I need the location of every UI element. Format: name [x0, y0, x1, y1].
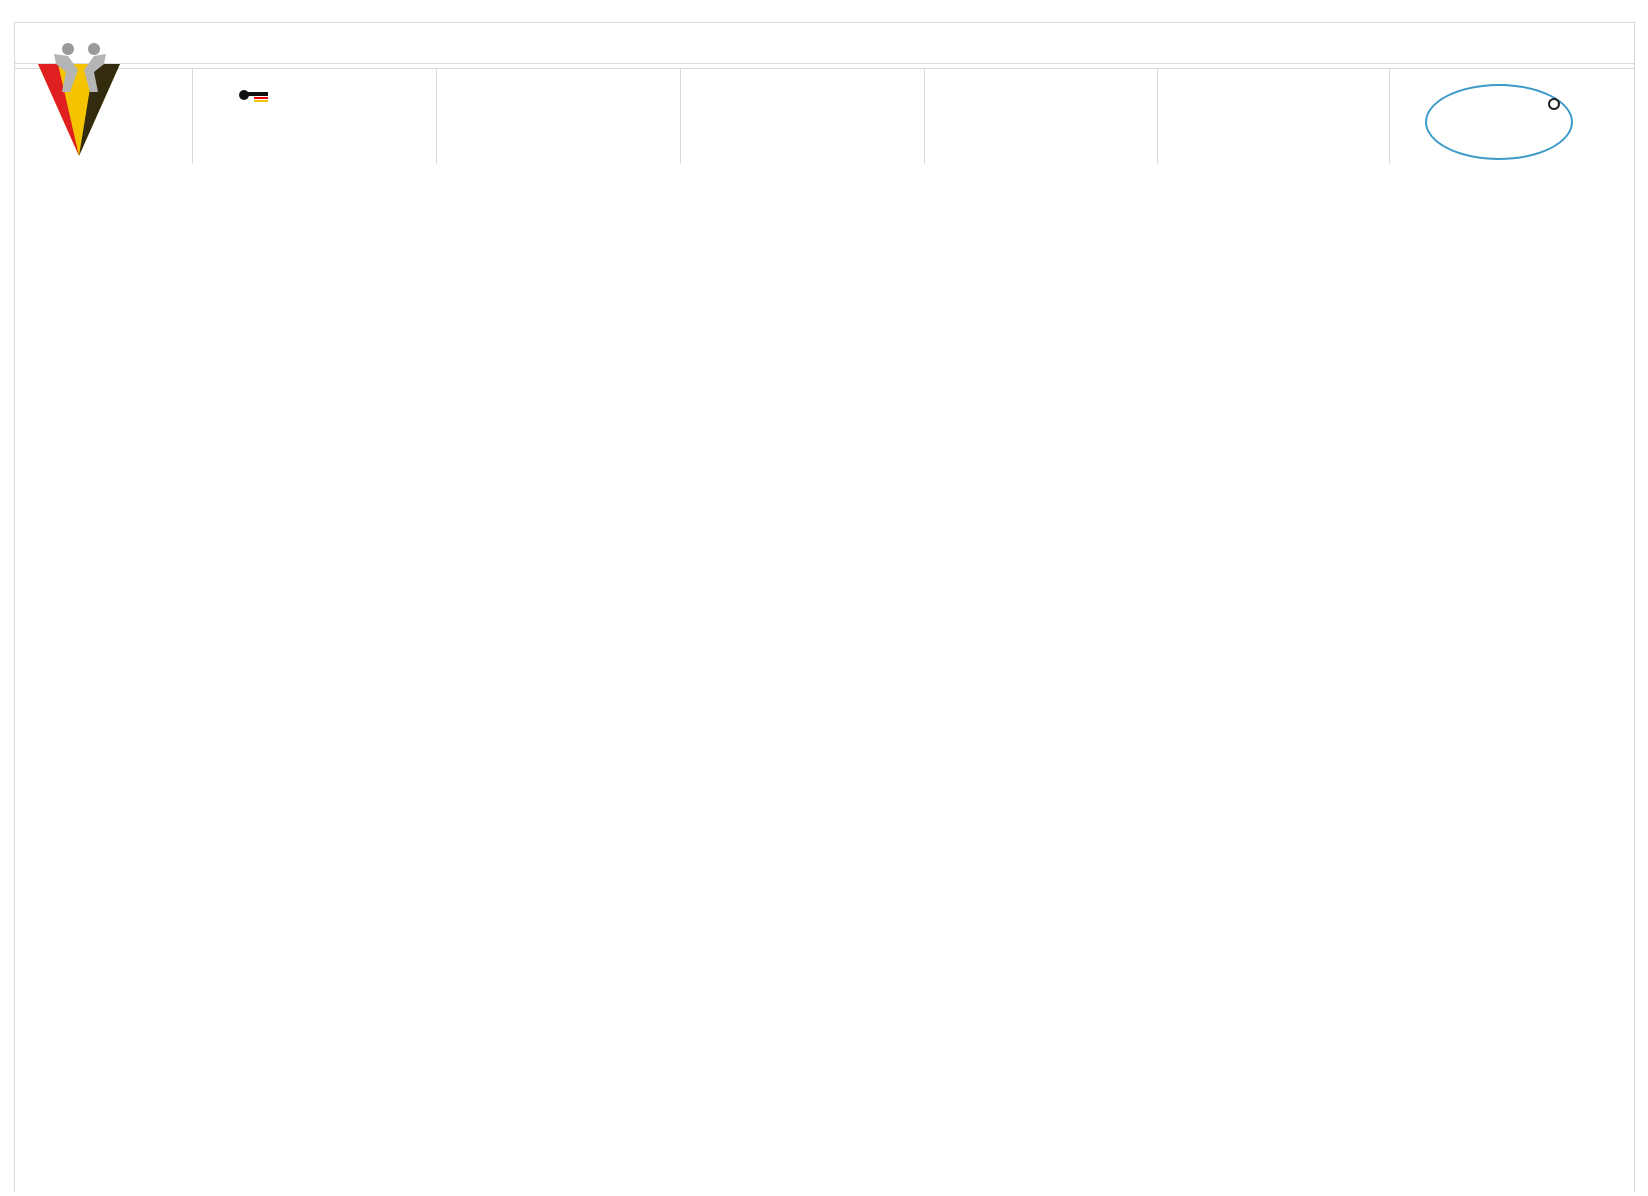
- ball-icon: [1548, 98, 1560, 110]
- dtu-logo: [34, 40, 124, 158]
- club-logo: [1425, 84, 1573, 160]
- page-title: [130, 26, 1530, 70]
